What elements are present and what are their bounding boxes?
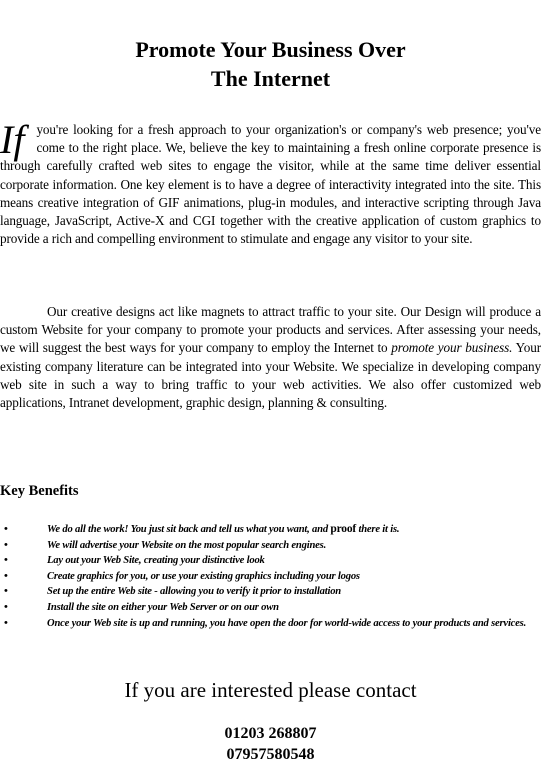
design-text-before: Our creative designs act like magnets to attract traffic to your site. Our Design will produce a custom Website for your company to promote your products and services. After assessing your needs, we will suggest the best ways for your company to employ the Internet to xyxy=(0,304,541,356)
bullet-icon: • xyxy=(4,569,8,582)
page-title xyxy=(0,35,541,93)
design-paragraph xyxy=(0,303,541,412)
benefit-item xyxy=(0,600,541,616)
benefit-item-text: Set up the entire Web site - allowing you to verify it prior to installation xyxy=(47,586,341,598)
design-emphasis: promote your business. xyxy=(391,340,513,356)
intro-text: you're looking for a fresh approach to your organization's or company's web presence; you've come to the right place. We, believe the key to maintaining a fresh online corporate presence is through carefully crafted web sites to engage the visitor, while at the same time deliver essential corporate information. One key element is to have a degree of interactivity integrated into the site. This means creative integration of GIF animations, plug-in modules, and interactive scripting through Java language, JavaScript, Active-X and CGI together with the creative application of custom graphics to provide a rich and compelling environment to stimulate and engage any visitor to your site. xyxy=(0,122,541,247)
benefit-item xyxy=(0,584,541,600)
benefit-item-text: Install the site on either your Web Server or on our own xyxy=(47,601,279,613)
intro-paragraph xyxy=(0,117,541,248)
bullet-icon: • xyxy=(4,523,8,535)
benefit-item-text: Once your Web site is up and running, you have open the door for world-wide access to your products and services. xyxy=(47,617,527,629)
contact-prompt: If you are interested please contact xyxy=(124,678,417,702)
bullet-icon: • xyxy=(4,600,8,613)
bullet-icon: • xyxy=(4,585,8,598)
benefit-item xyxy=(0,616,541,632)
phone-number-2: 07957580548 xyxy=(226,746,315,763)
benefit-item-1-before: We do all the work! You just sit back and tell us what you want, and xyxy=(47,524,331,535)
benefit-item xyxy=(0,553,541,569)
benefit-item-text: Lay out your Web Site, creating your distinctive look xyxy=(47,555,265,567)
key-benefits-list xyxy=(0,522,541,631)
intro-dropcap: If xyxy=(0,117,25,162)
benefit-item-text: We will advertise your Website on the most popular search engines. xyxy=(47,539,327,551)
design-text-after: Your existing company literature can be integrated into your Website. We specialize in developing company web site in such a way to bring traffic to your web activities. We also offer customized web applications, Intranet development, graphic design, planning & consulting. xyxy=(0,340,541,411)
page-title-line-2: The Internet xyxy=(210,65,331,91)
benefit-item-1-after: there it is. xyxy=(356,524,400,535)
phone-number-1: 01203 268807 xyxy=(224,725,317,742)
benefit-item-1-proof: proof xyxy=(330,523,357,535)
page-title-line-1: Promote Your Business Over xyxy=(135,36,406,62)
bullet-icon: • xyxy=(4,554,8,567)
key-benefits-heading: Key Benefits xyxy=(0,483,79,499)
bullet-icon: • xyxy=(4,616,8,629)
benefit-item xyxy=(0,569,541,585)
benefit-item xyxy=(0,522,541,538)
bullet-icon: • xyxy=(4,538,8,551)
benefit-item-text: Create graphics for you, or use your existing graphics including your logos xyxy=(47,570,360,582)
benefit-item xyxy=(0,538,541,554)
